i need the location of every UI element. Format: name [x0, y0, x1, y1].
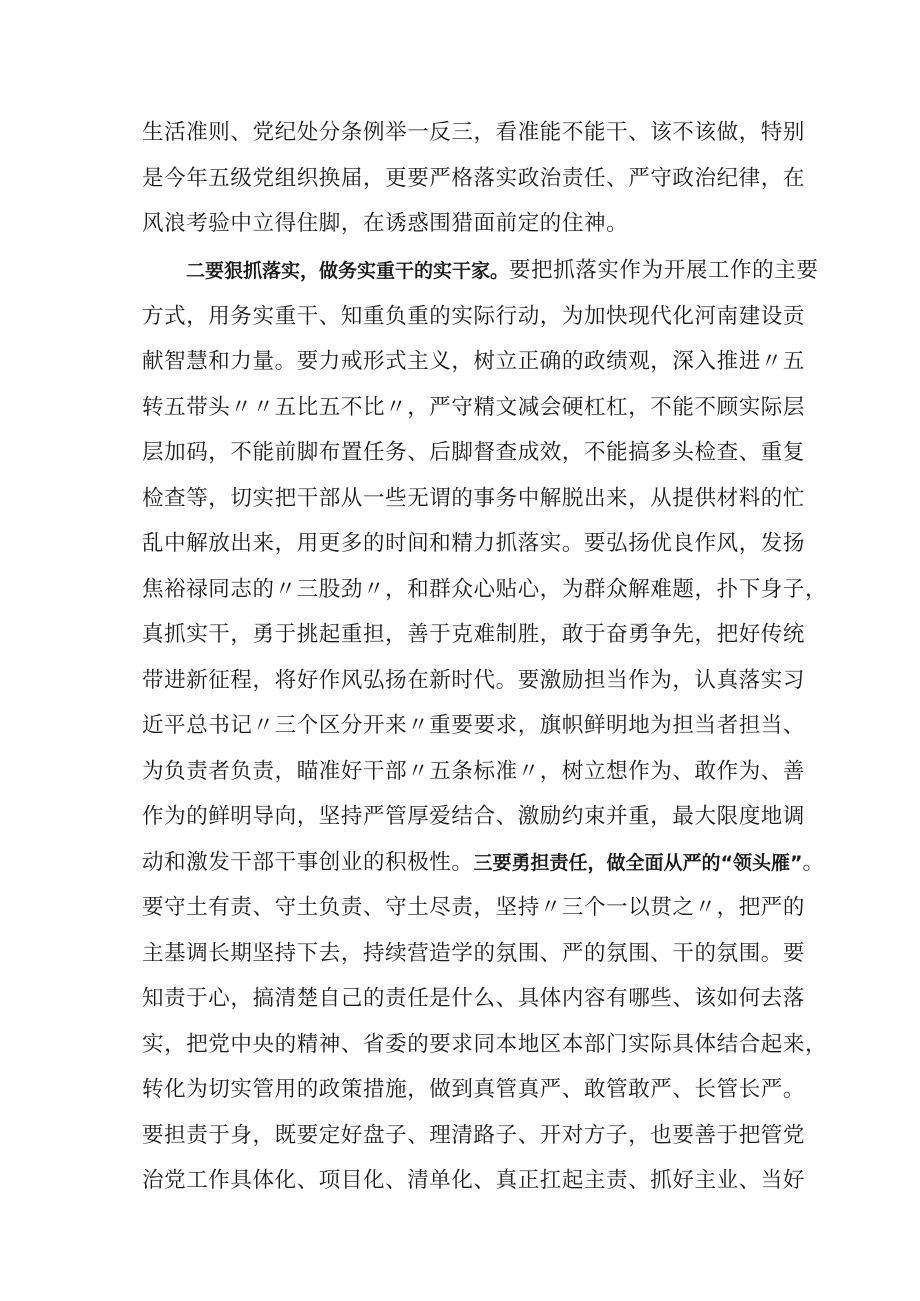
section-heading-3: 三要勇担责任，做全面从严的“领头雁”	[473, 851, 803, 874]
text-line: 乱中解放出来，用更多的时间和精力抓落实。要弘扬优良作风，发扬	[142, 531, 806, 556]
text-line: 生活准则、党纪处分条例举一反三，看准能不能干、该不该做，特别	[142, 120, 806, 145]
text-line: 检查等，切实把干部从一些无谓的事务中解脱出来，从提供材料的忙	[142, 485, 806, 511]
text-line: 献智慧和力量。要力戒形式主义，树立正确的政绩观，深入推进〃五	[142, 349, 806, 374]
text-line: 风浪考验中立得住脚，在诱惑围猎面前定的住神。	[142, 211, 629, 236]
text-line: 是今年五级党组织换届，更要严格落实政治责任、严守政治纪律，在	[142, 165, 806, 191]
text-line: 要守土有责、守土负责、守土尽责，坚持〃三个一以贯之〃，把严的	[142, 895, 806, 920]
section-heading-2: 二要狠抓落实，做务实重干的实干家。	[186, 260, 510, 282]
text-line: 近平总书记〃三个区分开来〃重要要求，旗帜鲜明地为担当者担当、	[142, 713, 806, 738]
text-line: 转化为切实管用的政策措施，做到真管真严、敢管敢严、长管长严。	[142, 1077, 806, 1102]
text-line: 实，把党中央的精神、省委的要求同本地区本部门实际具体结合起来，	[142, 1031, 828, 1057]
text-line: 带进新征程，将好作风弘扬在新时代。要激励担当作为，认真落实习	[142, 667, 806, 693]
text-line: 治党工作具体化、项目化、清单化、真正扛起主责、抓好主业、当好	[142, 1168, 806, 1193]
paragraph-1	[142, 110, 806, 247]
text-line: 真抓实干，勇于挑起重担，善于克难制胜，敢于奋勇争先，把好传统	[142, 622, 806, 647]
text-line: 焦裕禄同志的〃三股劲〃，和群众心贴心，为群众解难题，扑下身子，	[142, 576, 828, 602]
text-line-with-heading	[142, 840, 825, 886]
text-line: 层加码，不能前脚布置任务、后脚督查成效，不能搞多头检查、重复	[142, 440, 806, 465]
text-line: 作为的鲜明导向，坚持严管厚爱结合、激励约束并重，最大限度地调	[142, 804, 806, 829]
text-line: 要担责于身，既要定好盘子、理清路子、开对方子，也要善于把管党	[142, 1122, 806, 1148]
text-line: 转五带头〃〃五比五不比〃，严守精文减会硬杠杠，不能不顾实际层	[142, 394, 806, 420]
text-span: 动和激发干部干事创业的积极性。	[142, 849, 474, 875]
text-span: 。	[802, 849, 825, 875]
text-span: 要把抓落实作为开展工作的主要	[509, 258, 819, 283]
text-line: 知责于心，搞清楚自己的责任是什么、具体内容有哪些、该如何去落	[142, 986, 806, 1011]
text-line: 为负责者负责，瞄准好干部〃五条标准〃，树立想作为、敢作为、善	[142, 758, 806, 784]
text-line: 方式，用务实重干、知重负重的实际行动，为加快现代化河南建设贡	[142, 303, 806, 329]
text-line: 主基调长期坚持下去，持续营造学的氛围、严的氛围、干的氛围。要	[142, 940, 806, 966]
paragraph-2	[142, 248, 828, 1204]
text-line-with-heading	[142, 248, 819, 294]
